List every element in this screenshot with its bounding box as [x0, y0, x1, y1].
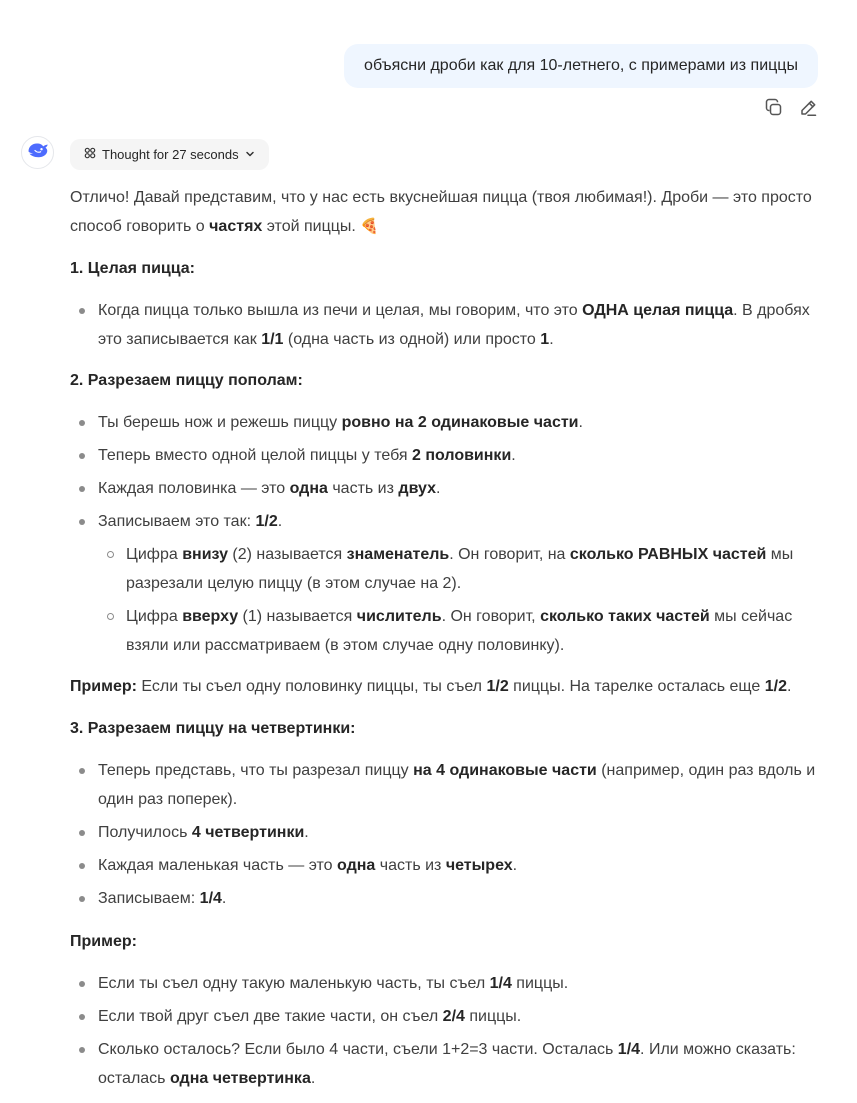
item-bold: сколько таких частей: [540, 608, 710, 625]
item-text: мы разрезали целую пиццу (в этом случае на 2).: [126, 546, 794, 592]
item-text: (2) называется: [227, 546, 347, 563]
item-text: пиццы.: [511, 975, 569, 992]
item-text: . Он говорит, на: [449, 546, 570, 563]
item-bold: знаменатель: [346, 546, 450, 563]
item-text: .: [549, 331, 554, 348]
item-text: Теперь вместо одной целой пиццы у тебя: [98, 447, 412, 464]
item-text: Если ты съел одну такую маленькую часть, ты съел: [98, 975, 490, 992]
item-bold: ОДНА целая пицца: [582, 302, 734, 319]
item-text: мы сейчас взяли или рассматриваем (в этом случае одну половинку).: [126, 608, 793, 654]
item-bold: 1/2: [486, 678, 509, 695]
user-message-bubble: [344, 44, 818, 88]
item-bold: внизу: [182, 546, 228, 563]
item-text: . Он говорит,: [441, 608, 541, 625]
item-text: .: [578, 414, 583, 431]
intro-paragraph: [70, 183, 822, 241]
thought-label: Thought for 27 seconds: [102, 147, 239, 162]
item-bold: двух: [398, 480, 436, 497]
item-text: . В дробях это записывается как: [98, 302, 810, 348]
list-item: [70, 441, 822, 470]
item-bold: 4 четвертинки: [191, 824, 305, 841]
item-text: Записываем это так:: [98, 513, 256, 530]
sub-list: [98, 540, 822, 660]
example-paragraph: [70, 672, 822, 701]
item-text: .: [787, 678, 792, 695]
item-bold: 1/1: [261, 331, 284, 348]
item-text: Сколько осталось? Если было 4 части, съели 1+2=3 части. Осталась: [98, 1041, 618, 1058]
item-text: пиццы.: [464, 1008, 522, 1025]
section-1-title: 1. Целая пицца:: [70, 260, 196, 277]
item-text: Ты берешь нож и режешь пиццу: [98, 414, 342, 431]
item-text: (например, один раз вдоль и один раз поперек).: [98, 762, 816, 808]
chevron-down-icon: [245, 147, 255, 162]
list-item: [70, 969, 822, 998]
item-text: Цифра: [126, 608, 183, 625]
item-text: .: [511, 447, 516, 464]
item-bold: ровно на 2 одинаковые части: [341, 414, 579, 431]
item-bold: одна четвертинка: [169, 1070, 311, 1087]
item-bold: 2/4: [442, 1008, 465, 1025]
thought-toggle[interactable]: [70, 139, 269, 170]
item-bold: сколько РАВНЫХ частей: [569, 546, 767, 563]
item-text: Теперь представь, что ты разрезал пиццу: [98, 762, 414, 779]
item-text: (1) называется: [238, 608, 357, 625]
sub-list-item: [98, 602, 822, 660]
section-2-title: 2. Разрезаем пиццу пополам:: [70, 372, 303, 389]
item-text: Каждая половинка — это: [98, 480, 290, 497]
item-bold: одна: [337, 857, 376, 874]
item-text: Каждая маленькая часть — это: [98, 857, 338, 874]
copy-icon[interactable]: [763, 97, 785, 119]
example-2-label: Пример:: [70, 933, 137, 950]
assistant-answer: [70, 183, 822, 1097]
item-text: .: [436, 480, 441, 497]
item-text: пиццы. На тарелке осталась еще: [508, 678, 765, 695]
intro-text-2: этой пиццы.: [262, 218, 361, 235]
item-bold: 1/4: [617, 1041, 641, 1058]
section-3-list: [70, 756, 822, 913]
item-text: (одна часть из одной) или просто: [283, 331, 541, 348]
item-bold: четырех: [445, 857, 513, 874]
item-bold: 1/2: [255, 513, 278, 530]
user-message-actions: [763, 97, 819, 119]
item-text: часть из: [327, 480, 399, 497]
item-text: . Или можно сказать: осталась: [98, 1041, 796, 1087]
edit-icon[interactable]: [797, 97, 819, 119]
thinking-icon: [84, 147, 96, 162]
item-bold: 2 половинки: [411, 447, 512, 464]
intro-text-1: Отличо! Давай представим, что у нас есть вкуснейшая пицца (твоя любимая!). Дроби — это просто способ говорить о: [70, 189, 812, 235]
item-text: Если ты съел одну половинку пиццы, ты съел: [136, 678, 487, 695]
user-message-text: объясни дроби как для 10-летнего, с примерами из пиццы: [364, 57, 798, 74]
intro-bold-1: частях: [209, 218, 263, 235]
item-text: Получилось: [98, 824, 192, 841]
list-item: [70, 507, 822, 660]
sub-list-item: [98, 540, 822, 598]
item-text: часть из: [375, 857, 446, 874]
list-item: [70, 1002, 822, 1031]
section-1-list: [70, 296, 822, 354]
item-bold: одна: [289, 480, 328, 497]
list-item: [70, 474, 822, 503]
item-bold: 1/4: [489, 975, 512, 992]
list-item: [70, 756, 822, 814]
item-bold: на 4 одинаковые части: [413, 762, 597, 779]
list-item: [70, 408, 822, 437]
item-text: Цифра: [126, 546, 183, 563]
item-text: .: [277, 513, 283, 530]
item-bold: числитель: [356, 608, 442, 625]
example-label: Пример:: [70, 678, 137, 695]
list-item: [70, 884, 822, 913]
list-item: [70, 1035, 822, 1093]
item-bold: 1/2: [764, 678, 787, 695]
item-bold: вверху: [182, 608, 239, 625]
item-text: Если твой друг съел две такие части, он съел: [98, 1008, 443, 1025]
item-text: .: [304, 824, 309, 841]
item-text: Записываем:: [98, 890, 200, 907]
example-2-list: [70, 969, 822, 1093]
item-bold: 1/4: [199, 890, 222, 907]
item-text: .: [221, 890, 227, 907]
item-bold: 1: [540, 331, 550, 348]
list-item: [70, 851, 822, 880]
section-2-list: [70, 408, 822, 660]
item-text: Когда пицца только вышла из печи и целая, мы говорим, что это: [98, 302, 583, 319]
list-item: [70, 296, 822, 354]
assistant-avatar: [21, 136, 54, 169]
item-text: .: [512, 857, 518, 874]
section-3-title: 3. Разрезаем пиццу на четвертинки:: [70, 720, 356, 737]
list-item: [70, 818, 822, 847]
pizza-emoji: 🍕: [360, 218, 379, 235]
item-text: .: [310, 1070, 316, 1087]
whale-icon: [26, 140, 50, 165]
